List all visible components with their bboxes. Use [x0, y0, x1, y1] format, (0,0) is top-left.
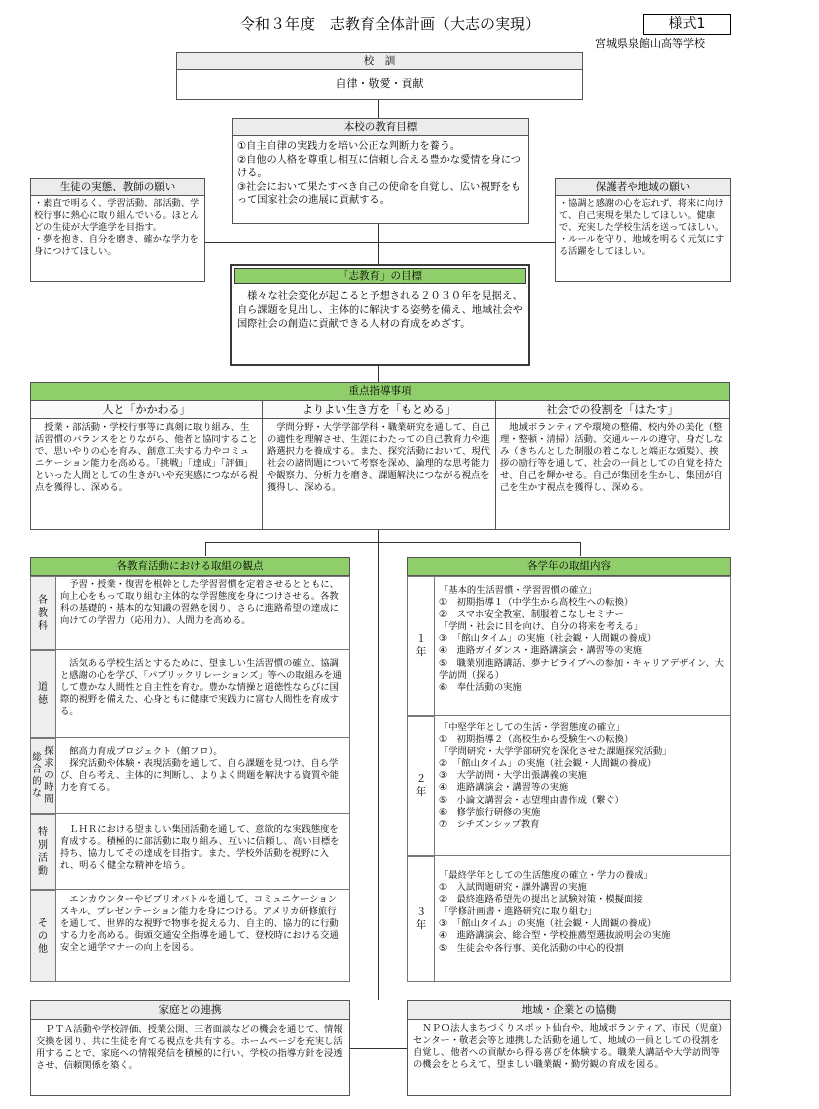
focus-text: 地域ボランティアや環境の整備、校内外の美化（整理・整頓・清掃）活動、交通ルールの遵守、身だしなみ（きちんとした制服の着こなしと端正な頭髪）、挨拶の励行等を通して、社会の一員としての自覚を持たせ、自己を輝かせる。自己が集団を生かし、集団が自己を生かす視点を獲得し、深める。 [500, 422, 723, 494]
goals-text: ①自主自律の実践力を培い公正な判断力を養う。 ②自他の人格を尊重し相互に信頼し合える豊かな愛情を身につける。 ③社会において果たすべき自己の使命を自覚し、広い視野をもって国家社会の進展に貢献する。 [237, 141, 521, 206]
grade-text-2: 「中堅学年としての生活・学習態度の確立」 ① 初期指導２（高校生から受験生への転換） 「学問研究・大学学部研究を深化させた課題探究活動」 ② 「館山タイム」の実施（社会観・人間観の養成） ③ 大学訪問・大学出張講義の実施 ④ 進路講演会・講習等の実施 ⑤ 小論文講習会・志望理由書作成（繋ぐ） ⑥ 修学旅行研修の実施 ⑦ シチズンシップ教育 [435, 716, 731, 856]
focus-text: 学問分野・大学学部学科・職業研究を通して、自己の適性を理解させ、生涯にわたっての自己教育力や進路選択力を養成する。また、探究活動において、現代社会の諸問題について考察を深め、論理的な思考能力や観察力、分析力を磨き、課題解決につながる視点を獲得し、深める。 [267, 422, 490, 494]
goals-box [232, 118, 529, 224]
connector-line [378, 224, 379, 264]
connector-line [205, 542, 581, 543]
family-title: 家庭との連携 [31, 1001, 349, 1020]
community-title: 地域・企業との協働 [408, 1001, 730, 1020]
focus-column-seek [263, 401, 496, 530]
family-box [30, 1000, 350, 1096]
connector-line [378, 366, 379, 382]
grade-text-1: 「基本的生活習慣・学習習慣の確立」 ① 初期指導１（中学生から高校生への転換） ② スマホ安全教室、制服着こなしセミナー 「学問・社会に目を向け、自分の将来を考える」 ③ 「館山タイム」の実施（社会観・人間観の養成） ④ 進路ガイダンス・進路講演会・講習等の実施 ⑤ 職業別進路講話、夢ナビライブへの参加・キャリアデザイン、大学訪問（探る） ⑥ 奉仕活動の実施 [435, 576, 731, 716]
connector-line [205, 242, 555, 243]
grade-text-3: 「最終学年としての生活態度の確立・学力の養成」 ① 入試問題研究・課外講習の実施 ② 最終進路希望先の提出と試験対策・模擬面接 「学修計画書・進路研究に取り組む」 ③ 「館山タイム」の実施（社会観・人間観の養成） ④ 進路講演会、総合型・学校推薦型選抜説明会の実施 ⑤ 生徒会や各行事、美化活動の中心的役割 [435, 856, 731, 982]
activity-text-moral: 活気ある学校生活とするために、望ましい生活習慣の確立、協調と感謝の心を学び、「パブリックリレーションズ」等への取組みを通して豊かな人間性と自主性を育む。豊かな情操と道徳性ならびに国際的視野を備えた、心身ともに健康で実践力に富む人間性を育成する。 [56, 650, 350, 738]
students-title: 生徒の実態、教師の願い [31, 179, 204, 196]
connector-line [580, 542, 581, 556]
grade-label-2: ２ 年 [407, 716, 435, 856]
activity-label-special: 特 別 活 動 [30, 814, 56, 890]
guardians-box [555, 178, 731, 282]
activity-text-subjects: 予習・授業・復習を根幹とした学習習慣を定着させるとともに、向上心をもって取り組む主体的な学習態度を身につけさせる。各教科の基礎的・基本的な知識の習熟を図り、さらに進路希望の達成に向けての学習力（応用力）、人間力を高める。 [56, 576, 350, 650]
connector-line [378, 100, 379, 118]
connector-line [378, 530, 379, 1000]
motto-box [176, 52, 583, 100]
focus-title: 重点指導事項 [31, 383, 729, 401]
grade-label-3: ３ 年 [407, 856, 435, 982]
form-label: 様式1 [643, 14, 731, 35]
focus-section [30, 382, 730, 530]
activity-text-special: ＬＨＲにおける望ましい集団活動を通して、意欲的な実践態度を育成する。積極的に部活動に取り組み、互いに信頼し、高い目標を持ち、協力してその達成を目指す。また、学校外活動を視野に入れ、明るく健全な精神を培う。 [56, 814, 350, 890]
aim-text: 様々な社会変化が起こると予想される２０３０年を見据え、自ら課題を見出し、主体的に解決する姿勢を備え、地域社会や国際社会の創造に貢献できる人材の育成をめざす。 [237, 291, 523, 330]
activity-label-inquiry: 総 合 的 な 探 求 の 時 間 [30, 738, 56, 814]
activities-title: 各教育活動における取組の観点 [30, 557, 350, 576]
activity-text-other: エンカウンターやビブリオバトルを通して、コミュニケーションスキル、プレゼンテーション能力を身につける。アメリカ研修旅行を通して、世界的な視野で物事を捉える力、自主的、協力的に行動する力を高める。街頭交通安全指導を通して、登校時における交通安全と通学マナーの向上を図る。 [56, 890, 350, 982]
connector-line [350, 1048, 407, 1049]
motto-text: 自律・敬愛・貢献 [335, 77, 424, 90]
aim-box [230, 264, 530, 366]
activity-text-inquiry: 館高力育成プロジェクト（館フロ）。 探究活動や体験・表現活動を通して、自ら課題を見つけ、自ら学び、自ら考え、主体的に判断し、よりよく問題を解決する資質や能力を育てる。 [56, 738, 350, 814]
family-text: ＰＴＡ活動や学校評価、授業公開、三者面談などの機会を通じて、情報交換を図り、共に生徒を育てる視点を共有する。ホームページを充実し活用することで、家庭への情報発信を積極的に行い、学校の指導方針を浸透させ、信頼関係を築く。 [36, 1024, 343, 1072]
students-box [30, 178, 205, 282]
focus-heading: よりよい生き方を「もとめる」 [263, 401, 495, 419]
activity-label-subjects: 各 教 科 [30, 576, 56, 650]
focus-heading: 人と「かかわる」 [31, 401, 262, 419]
aim-title: 「志教育」の目標 [234, 268, 526, 284]
motto-title: 校 訓 [177, 53, 582, 70]
activity-label-moral: 道 徳 [30, 650, 56, 738]
activity-label-other: そ の 他 [30, 890, 56, 982]
focus-column-fulfill [496, 401, 729, 530]
focus-column-relate [31, 401, 263, 530]
guardians-title: 保護者や地域の願い [556, 179, 730, 196]
focus-text: 授業・部活動・学校行事等に真剣に取り組み、生活習慣のバランスをとりながら、他者と協同することで、思いやりの心を育み、創意工夫する力やコミュニケーション能力を高める。「挑戦」「達成」「評価」といった人間としての生きがいや充実感につながる視点を獲得し、深める。 [35, 422, 258, 494]
community-box [407, 1000, 731, 1096]
grades-title: 各学年の取組内容 [407, 557, 731, 576]
community-text: ＮＰＯ法人まちづくりスポット仙台や、地域ボランティア、市民（児童）センター・敬老会等と連携した活動を通して、地域の一員としての役割を自覚し、他者への貢献から得る喜びを体験する。職業人講話や大学訪問等の機会をとらえて、望ましい職業観・勤労観の育成を図る。 [413, 1023, 723, 1071]
grade-label-1: １ 年 [407, 576, 435, 716]
goals-title: 本校の教育目標 [233, 119, 528, 136]
students-text: ・素直で明るく、学習活動、部活動、学校行事に熱心に取り組んでいる。ほとんどの生徒が大学進学を目指す。 ・夢を抱き、自分を磨き、確かな学力を身につけてほしい。 [34, 198, 200, 258]
guardians-text: ・協調と感謝の心を忘れず、将来に向けて、自己実現を果たしてほしい。健康で、充実した学校生活を送ってほしい。 ・ルールを守り、地域を明るく元気にする活躍をしてほしい。 [559, 198, 725, 258]
focus-heading: 社会での役割を「はたす」 [496, 401, 729, 419]
page-title: 令和３年度 志教育全体計画（大志の実現） [239, 15, 540, 33]
school-name: 宮城県泉館山高等学校 [595, 37, 705, 50]
connector-line [205, 542, 206, 556]
